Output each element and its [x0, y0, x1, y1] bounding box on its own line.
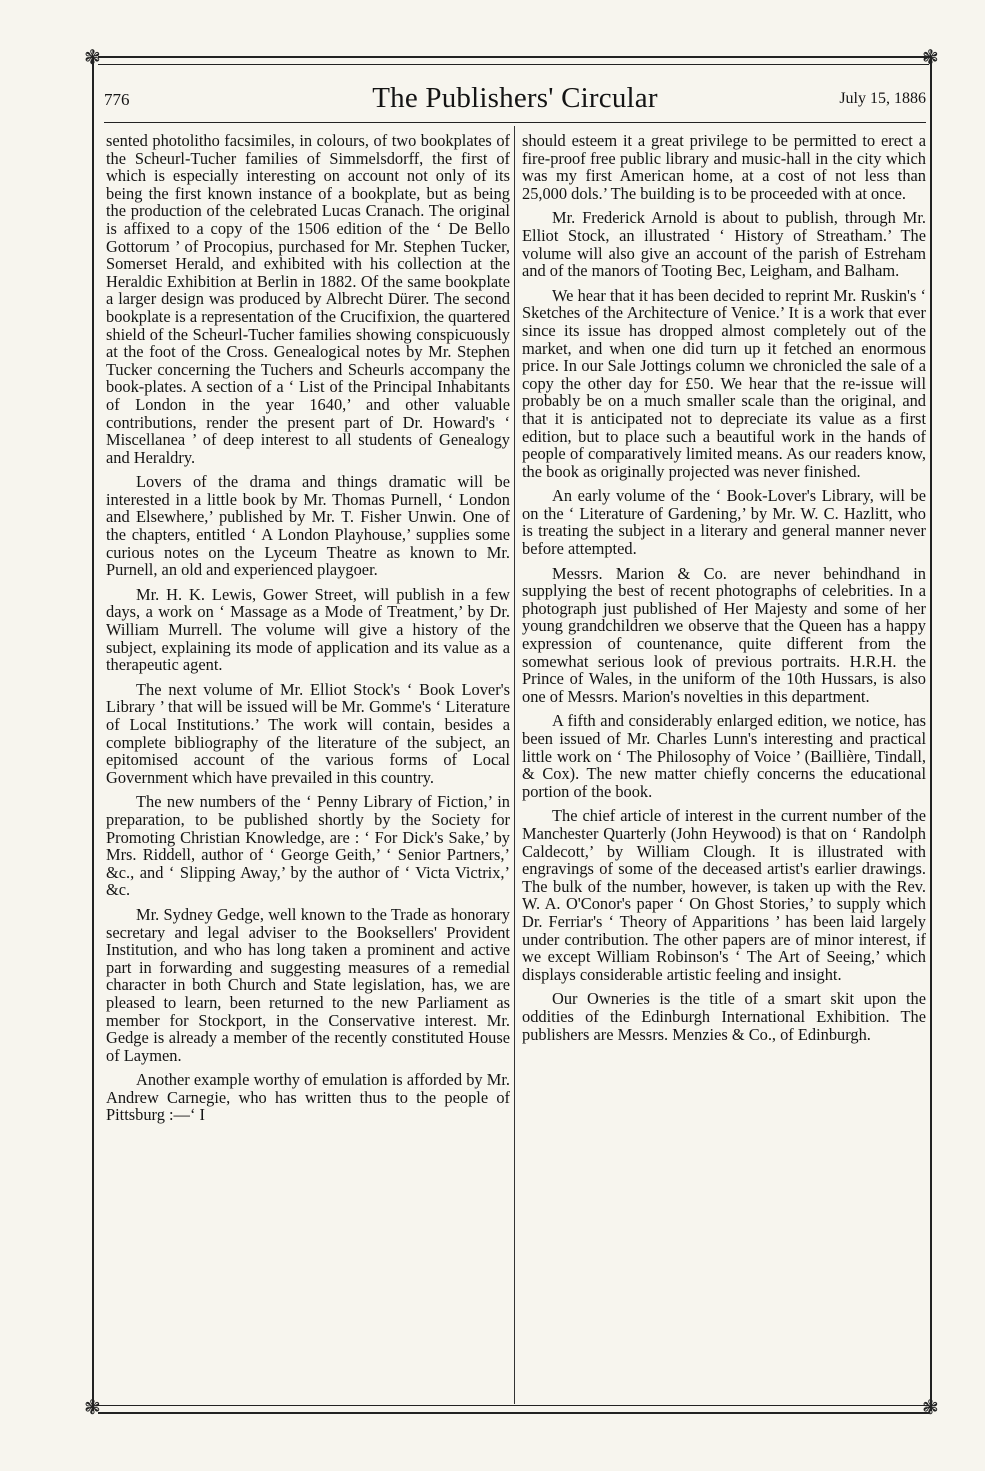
article-paragraph: sented photolitho facsimiles, in colours, of two bookplates of the Scheurl-Tucher families of Simmelsdorff, the first of which is especially interesting on account not only of its being the first known instance of a bookplate, but as being the production of the celebrated Lucas Cranach. The original is affixed to a copy of the 1506 edition of the ‘ De Bello Gottorum ’ of Procopius, purchased for Mr. Stephen Tucker, Somerset Herald, and exhibited with his collection at the Heraldic Exhibition at Berlin in 1882. Of the same bookplate a larger design was produced by Albrecht Dürer. The second bookplate is a representation of the Crucifixion, the quartered shield of the Scheurl-Tucher families showing conspicuously at the foot of the Cross. Genealogical notes by Mr. Stephen Tucker concerning the Tuchers and Scheurls accompany the book-plates. A section of a ‘ List of the Principal Inhabitants of London in the year 1640,’ and other valuable contributions, render the present part of Dr. Howard's ‘ Miscellanea ’ of deep interest to all students of Genealogy and Heraldry.: [106, 132, 510, 467]
page-number: 776: [104, 90, 130, 109]
right-column: [522, 132, 926, 1402]
article-paragraph: Another example worthy of emulation is afforded by Mr. Andrew Carnegie, who has written thus to the people of Pittsburg :—‘ I: [106, 1070, 510, 1125]
corner-ornament-icon: ❃: [84, 1397, 101, 1419]
bottom-border-rule: [98, 1405, 929, 1414]
article-paragraph: The next volume of Mr. Elliot Stock's ‘ Book Lover's Library ’ that will be issued will be Mr. Gomme's ‘ Literature of Local Institutions.’ The work will contain, besides a complete bibliography of the literature of the subject, an epitomised account of the various forms of Local Government which have prevailed in this country.: [106, 679, 510, 787]
top-border-rule: [98, 56, 929, 65]
article-paragraph: Lovers of the drama and things dramatic will be interested in a little book by Mr. Thomas Purnell, ‘ London and Elsewhere,’ published by Mr. T. Fisher Unwin. One of the chapters, entitled ‘ A London Playhouse,’ supplies some curious notes on the Lyceum Theatre as known to Mr. Purnell, an old and experienced playgoer.: [106, 472, 510, 580]
article-paragraph: Mr. H. K. Lewis, Gower Street, will publish in a few days, a work on ‘ Massage as a Mode of Treatment,’ by Dr. William Murrell. The volume will give a history of the subject, explaining its mode of application and its value as a therapeutic agent.: [106, 584, 510, 675]
article-paragraph: A fifth and considerably enlarged edition, we notice, has been issued of Mr. Charles Lunn's interesting and practical little work on ‘ The Philosophy of Voice ’ (Baillière, Tindall, & Cox). The new matter chiefly concerns the educational portion of the book.: [522, 711, 926, 801]
corner-ornament-icon: ❃: [84, 47, 101, 69]
article-paragraph: Our Owneries is the title of a smart skit upon the oddities of the Edinburgh International Exhibition. The publishers are Messrs. Menzies & Co., of Edinburgh.: [522, 989, 926, 1044]
column-divider: [514, 126, 515, 1404]
article-paragraph: An early volume of the ‘ Book-Lover's Library, will be on the ‘ Literature of Gardening,’ by Mr. W. C. Hazlitt, who is treating the subject in a literary and general manner never before attempted.: [522, 486, 926, 559]
article-paragraph: We hear that it has been decided to reprint Mr. Ruskin's ‘ Sketches of the Architecture of Venice.’ It is a work that ever since its issue has dropped almost completely out of the market, and when one did turn up it fetched an enormous price. In our Sale Jottings column we chronicled the sale of a copy the other day for £50. We hear that the re-issue will probably be on a much smaller scale than the original, and that it is anticipated not to depreciate its value as a first edition, but to place such a beautiful work in the hands of people of comparatively limited means. As our readers know, the book as originally projected was never finished.: [522, 285, 926, 481]
header-rule: [104, 122, 926, 123]
article-paragraph: Messrs. Marion & Co. are never behindhand in supplying the best of recent photographs of celebrities. In a photograph just published of Her Majesty and some of her young grandchildren we observe that the Queen has a happy expression of countenance, quite different from the somewhat serious look of previous portraits. H.R.H. the Prince of Wales, in the uniform of the 10th Hussars, is also one of Messrs. Marion's novelties in this department.: [522, 563, 926, 706]
corner-ornament-icon: ❃: [922, 1397, 939, 1419]
article-paragraph: The new numbers of the ‘ Penny Library of Fiction,’ in preparation, to be published shortly by the Society for Promoting Christian Knowledge, are : ‘ For Dick's Sake,’ by Mrs. Riddell, author of ‘ George Geith,’ ‘ Senior Partners,’ &c., and ‘ Slipping Away,’ by the author of ‘ Victa Victrix,’ &c.: [106, 792, 510, 900]
left-column: [106, 132, 510, 1402]
article-paragraph: Mr. Sydney Gedge, well known to the Trade as honorary secretary and legal adviser to the Booksellers' Provident Institution, and who has long taken a prominent and active part in forwarding and suggesting measures of a remedial character in both Church and State legislation, has, we are pleased to learn, been returned to the new Parliament as member for Stockport, in the Conservative interest. Mr. Gedge is already a member of the recently constituted House of Laymen.: [106, 904, 510, 1065]
left-border-line: [92, 56, 94, 1411]
corner-ornament-icon: ❃: [922, 47, 939, 69]
publication-title: The Publishers' Circular: [372, 82, 658, 114]
article-paragraph: should esteem it a great privilege to be permitted to erect a fire-proof free public library and music-hall in the city which was my first American home, at a cost of not less than 25,000 dols.’ The building is to be proceeded with at once.: [522, 132, 926, 203]
right-border-line: [930, 56, 932, 1411]
running-header: [104, 80, 926, 120]
article-paragraph: The chief article of interest in the current number of the Manchester Quarterly (John Heywood) is that on ‘ Randolph Caldecott,’ by William Clough. It is illustrated with engravings of some of the deceased artist's earlier drawings. The bulk of the number, however, is taken up with the Rev. W. A. O'Conor's paper ‘ On Ghost Stories,’ to supply which Dr. Ferriar's ‘ Theory of Apparitions ’ has been laid largely under contribution. The other papers are of minor interest, if we except William Robinson's ‘ The Art of Seeing,’ which displays considerable artistic feeling and insight.: [522, 806, 926, 984]
issue-date: July 15, 1886: [839, 90, 926, 107]
article-paragraph: Mr. Frederick Arnold is about to publish, through Mr. Elliot Stock, an illustrated ‘ History of Streatham.’ The volume will also give an account of the parish of Estreham and of the manors of Tooting Bec, Leigham, and Balham.: [522, 208, 926, 281]
